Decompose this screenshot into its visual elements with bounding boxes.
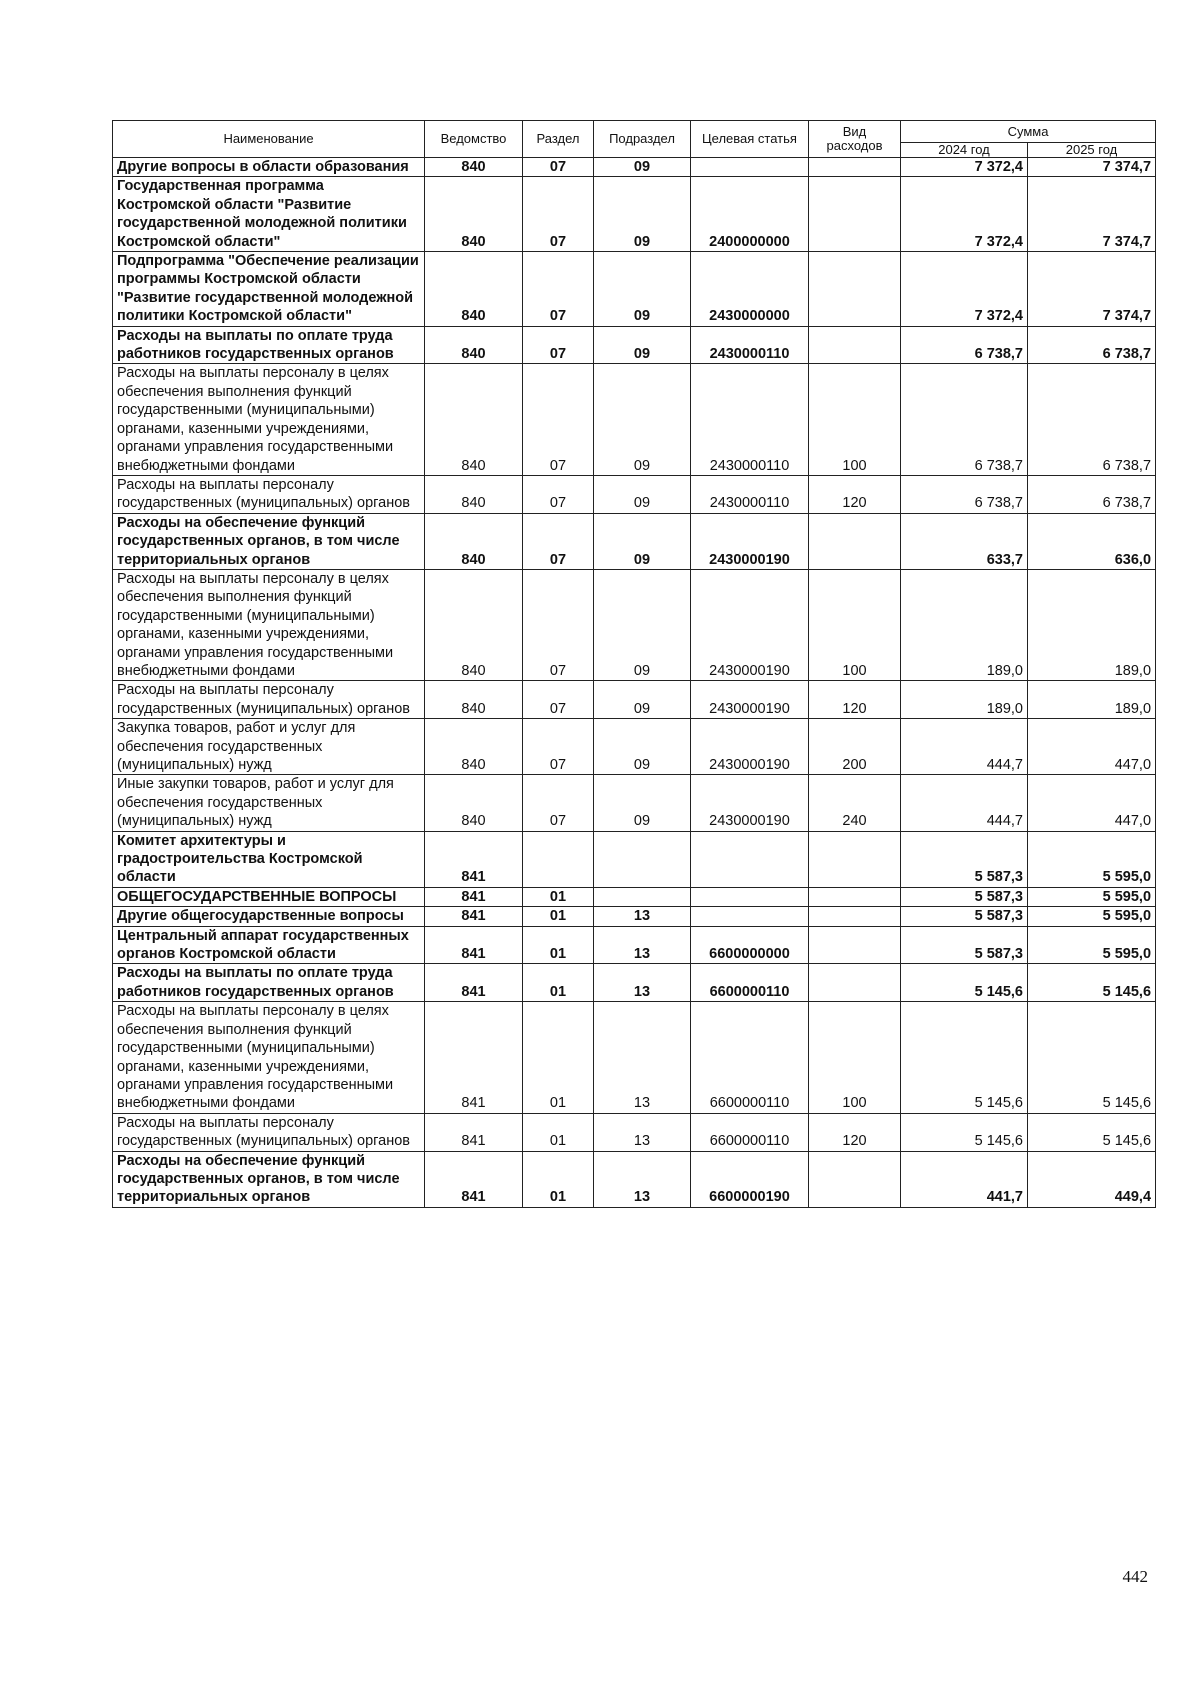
table-row xyxy=(113,177,1156,252)
cell-subsection: 09 xyxy=(594,569,691,680)
table-row xyxy=(113,513,1156,569)
cell-sum-2024: 5 587,3 xyxy=(901,926,1028,964)
table-row xyxy=(113,326,1156,364)
cell-sum-2024: 633,7 xyxy=(901,513,1028,569)
cell-name: Расходы на обеспечение функций государственных органов, в том числе территориальных органов xyxy=(113,513,425,569)
cell-expense-type xyxy=(809,887,901,906)
cell-sum-2025: 447,0 xyxy=(1028,775,1156,831)
cell-name: Закупка товаров, работ и услуг для обеспечения государственных (муниципальных) нужд xyxy=(113,719,425,775)
cell-expense-type xyxy=(809,831,901,887)
cell-sum-2025: 7 374,7 xyxy=(1028,158,1156,177)
cell-target-article: 2430000110 xyxy=(691,326,809,364)
cell-expense-type xyxy=(809,252,901,327)
cell-target-article: 6600000000 xyxy=(691,926,809,964)
cell-target-article xyxy=(691,831,809,887)
cell-sum-2024: 7 372,4 xyxy=(901,177,1028,252)
cell-expense-type xyxy=(809,907,901,926)
cell-target-article: 2430000190 xyxy=(691,681,809,719)
cell-target-article xyxy=(691,907,809,926)
cell-section: 07 xyxy=(523,364,594,475)
cell-name: Расходы на выплаты персоналу государственных (муниципальных) органов xyxy=(113,475,425,513)
header-name: Наименование xyxy=(113,121,425,158)
cell-department: 841 xyxy=(425,907,523,926)
cell-name: Расходы на обеспечение функций государственных органов, в том числе территориальных органов xyxy=(113,1151,425,1207)
table-header xyxy=(113,121,1156,158)
cell-subsection: 09 xyxy=(594,775,691,831)
cell-subsection: 09 xyxy=(594,364,691,475)
cell-sum-2025: 449,4 xyxy=(1028,1151,1156,1207)
cell-name: Комитет архитектуры и градостроительства Костромской области xyxy=(113,831,425,887)
table-row xyxy=(113,364,1156,475)
cell-section: 07 xyxy=(523,158,594,177)
cell-department: 840 xyxy=(425,569,523,680)
cell-sum-2025: 636,0 xyxy=(1028,513,1156,569)
cell-subsection: 13 xyxy=(594,964,691,1002)
cell-department: 841 xyxy=(425,1002,523,1113)
cell-sum-2025: 5 595,0 xyxy=(1028,887,1156,906)
page-number: 442 xyxy=(1122,1567,1148,1586)
cell-sum-2024: 6 738,7 xyxy=(901,475,1028,513)
cell-sum-2024: 444,7 xyxy=(901,775,1028,831)
cell-name: Расходы на выплаты персоналу в целях обеспечения выполнения функций государственными (муниципальными) органами, казенными учреждениями, органами управления государственными внебюджетными фондами xyxy=(113,1002,425,1113)
cell-sum-2024: 5 145,6 xyxy=(901,1113,1028,1151)
cell-department: 840 xyxy=(425,177,523,252)
cell-department: 840 xyxy=(425,775,523,831)
cell-department: 840 xyxy=(425,719,523,775)
cell-department: 841 xyxy=(425,964,523,1002)
table-body xyxy=(113,158,1156,1208)
cell-subsection: 09 xyxy=(594,158,691,177)
cell-sum-2024: 5 145,6 xyxy=(901,1002,1028,1113)
table-row xyxy=(113,964,1156,1002)
cell-department: 840 xyxy=(425,158,523,177)
cell-section: 07 xyxy=(523,475,594,513)
cell-department: 841 xyxy=(425,926,523,964)
table-row xyxy=(113,887,1156,906)
cell-sum-2025: 6 738,7 xyxy=(1028,326,1156,364)
cell-sum-2025: 189,0 xyxy=(1028,569,1156,680)
cell-subsection: 09 xyxy=(594,513,691,569)
cell-section: 07 xyxy=(523,252,594,327)
cell-section: 01 xyxy=(523,887,594,906)
cell-subsection xyxy=(594,887,691,906)
cell-section: 07 xyxy=(523,775,594,831)
table-row xyxy=(113,158,1156,177)
cell-sum-2024: 189,0 xyxy=(901,569,1028,680)
cell-target-article: 2430000190 xyxy=(691,513,809,569)
cell-subsection: 09 xyxy=(594,681,691,719)
cell-name: Расходы на выплаты по оплате труда работников государственных органов xyxy=(113,964,425,1002)
cell-name: Другие общегосударственные вопросы xyxy=(113,907,425,926)
cell-name: Государственная программа Костромской области "Развитие государственной молодежной политики Костромской области" xyxy=(113,177,425,252)
cell-section: 01 xyxy=(523,964,594,1002)
cell-department: 841 xyxy=(425,1151,523,1207)
header-sum: Сумма xyxy=(901,121,1156,143)
cell-subsection: 13 xyxy=(594,1151,691,1207)
header-expense-type: Вид расходов xyxy=(809,121,901,158)
cell-sum-2025: 447,0 xyxy=(1028,719,1156,775)
table-row xyxy=(113,926,1156,964)
table-row xyxy=(113,681,1156,719)
cell-target-article: 2430000000 xyxy=(691,252,809,327)
cell-target-article: 2430000190 xyxy=(691,569,809,680)
header-year-2025: 2025 год xyxy=(1028,143,1156,158)
table-row xyxy=(113,252,1156,327)
cell-sum-2025: 6 738,7 xyxy=(1028,364,1156,475)
cell-expense-type: 200 xyxy=(809,719,901,775)
cell-sum-2024: 6 738,7 xyxy=(901,364,1028,475)
cell-sum-2024: 441,7 xyxy=(901,1151,1028,1207)
cell-section: 07 xyxy=(523,719,594,775)
cell-target-article: 2430000110 xyxy=(691,364,809,475)
cell-target-article: 2430000190 xyxy=(691,719,809,775)
cell-sum-2025: 5 595,0 xyxy=(1028,907,1156,926)
table-row xyxy=(113,775,1156,831)
cell-section: 01 xyxy=(523,1002,594,1113)
cell-sum-2024: 5 145,6 xyxy=(901,964,1028,1002)
cell-section: 01 xyxy=(523,1151,594,1207)
header-year-2024: 2024 год xyxy=(901,143,1028,158)
cell-sum-2024: 7 372,4 xyxy=(901,252,1028,327)
cell-sum-2024: 189,0 xyxy=(901,681,1028,719)
cell-department: 840 xyxy=(425,513,523,569)
cell-subsection: 09 xyxy=(594,719,691,775)
cell-expense-type: 120 xyxy=(809,681,901,719)
cell-expense-type: 100 xyxy=(809,569,901,680)
cell-department: 840 xyxy=(425,364,523,475)
cell-sum-2024: 6 738,7 xyxy=(901,326,1028,364)
table-row xyxy=(113,719,1156,775)
cell-subsection: 13 xyxy=(594,1113,691,1151)
table-row xyxy=(113,1113,1156,1151)
cell-target-article: 6600000110 xyxy=(691,1113,809,1151)
cell-name: Подпрограмма "Обеспечение реализации программы Костромской области "Развитие государственной молодежной политики Костромской области" xyxy=(113,252,425,327)
cell-target-article: 6600000190 xyxy=(691,1151,809,1207)
cell-section: 07 xyxy=(523,177,594,252)
cell-department: 840 xyxy=(425,252,523,327)
cell-section: 07 xyxy=(523,326,594,364)
table-row xyxy=(113,907,1156,926)
cell-expense-type: 100 xyxy=(809,364,901,475)
cell-name: Расходы на выплаты персоналу государственных (муниципальных) органов xyxy=(113,681,425,719)
cell-sum-2025: 6 738,7 xyxy=(1028,475,1156,513)
cell-section xyxy=(523,831,594,887)
table-row xyxy=(113,831,1156,887)
cell-expense-type xyxy=(809,158,901,177)
cell-target-article: 2400000000 xyxy=(691,177,809,252)
header-department: Ведомство xyxy=(425,121,523,158)
cell-sum-2024: 7 372,4 xyxy=(901,158,1028,177)
cell-expense-type: 240 xyxy=(809,775,901,831)
cell-department: 840 xyxy=(425,681,523,719)
cell-expense-type: 120 xyxy=(809,1113,901,1151)
cell-subsection: 13 xyxy=(594,907,691,926)
table-row xyxy=(113,1151,1156,1207)
cell-department: 840 xyxy=(425,326,523,364)
cell-expense-type xyxy=(809,964,901,1002)
header-section: Раздел xyxy=(523,121,594,158)
cell-subsection: 09 xyxy=(594,177,691,252)
cell-expense-type: 100 xyxy=(809,1002,901,1113)
cell-name: Иные закупки товаров, работ и услуг для обеспечения государственных (муниципальных) нужд xyxy=(113,775,425,831)
cell-department: 840 xyxy=(425,475,523,513)
cell-section: 01 xyxy=(523,926,594,964)
cell-section: 07 xyxy=(523,513,594,569)
table-row xyxy=(113,1002,1156,1113)
cell-department: 841 xyxy=(425,831,523,887)
cell-target-article xyxy=(691,158,809,177)
cell-department: 841 xyxy=(425,1113,523,1151)
cell-sum-2025: 5 145,6 xyxy=(1028,1113,1156,1151)
header-subsection: Подраздел xyxy=(594,121,691,158)
cell-expense-type: 120 xyxy=(809,475,901,513)
budget-table xyxy=(112,120,1156,1208)
cell-sum-2025: 5 595,0 xyxy=(1028,926,1156,964)
table-row xyxy=(113,475,1156,513)
cell-name: Расходы на выплаты персоналу государственных (муниципальных) органов xyxy=(113,1113,425,1151)
cell-sum-2025: 7 374,7 xyxy=(1028,252,1156,327)
cell-section: 01 xyxy=(523,907,594,926)
cell-target-article: 2430000110 xyxy=(691,475,809,513)
cell-name: ОБЩЕГОСУДАРСТВЕННЫЕ ВОПРОСЫ xyxy=(113,887,425,906)
cell-subsection: 09 xyxy=(594,326,691,364)
cell-target-article: 6600000110 xyxy=(691,1002,809,1113)
cell-sum-2025: 7 374,7 xyxy=(1028,177,1156,252)
cell-section: 01 xyxy=(523,1113,594,1151)
cell-subsection: 09 xyxy=(594,475,691,513)
cell-name: Расходы на выплаты по оплате труда работников государственных органов xyxy=(113,326,425,364)
cell-subsection: 13 xyxy=(594,926,691,964)
table-row xyxy=(113,569,1156,680)
cell-sum-2024: 5 587,3 xyxy=(901,831,1028,887)
cell-name: Центральный аппарат государственных органов Костромской области xyxy=(113,926,425,964)
cell-section: 07 xyxy=(523,569,594,680)
cell-subsection: 13 xyxy=(594,1002,691,1113)
cell-expense-type xyxy=(809,326,901,364)
cell-name: Расходы на выплаты персоналу в целях обеспечения выполнения функций государственными (муниципальными) органами, казенными учреждениями, органами управления государственными внебюджетными фондами xyxy=(113,569,425,680)
header-target-article: Целевая статья xyxy=(691,121,809,158)
cell-sum-2024: 5 587,3 xyxy=(901,907,1028,926)
cell-expense-type xyxy=(809,926,901,964)
cell-expense-type xyxy=(809,177,901,252)
cell-section: 07 xyxy=(523,681,594,719)
cell-name: Другие вопросы в области образования xyxy=(113,158,425,177)
cell-target-article: 6600000110 xyxy=(691,964,809,1002)
cell-target-article xyxy=(691,887,809,906)
cell-subsection: 09 xyxy=(594,252,691,327)
cell-sum-2025: 5 145,6 xyxy=(1028,1002,1156,1113)
cell-sum-2025: 5 145,6 xyxy=(1028,964,1156,1002)
cell-sum-2025: 5 595,0 xyxy=(1028,831,1156,887)
cell-sum-2024: 444,7 xyxy=(901,719,1028,775)
cell-target-article: 2430000190 xyxy=(691,775,809,831)
cell-subsection xyxy=(594,831,691,887)
cell-name: Расходы на выплаты персоналу в целях обеспечения выполнения функций государственными (муниципальными) органами, казенными учреждениями, органами управления государственными внебюджетными фондами xyxy=(113,364,425,475)
cell-expense-type xyxy=(809,513,901,569)
cell-sum-2025: 189,0 xyxy=(1028,681,1156,719)
cell-department: 841 xyxy=(425,887,523,906)
cell-sum-2024: 5 587,3 xyxy=(901,887,1028,906)
cell-expense-type xyxy=(809,1151,901,1207)
